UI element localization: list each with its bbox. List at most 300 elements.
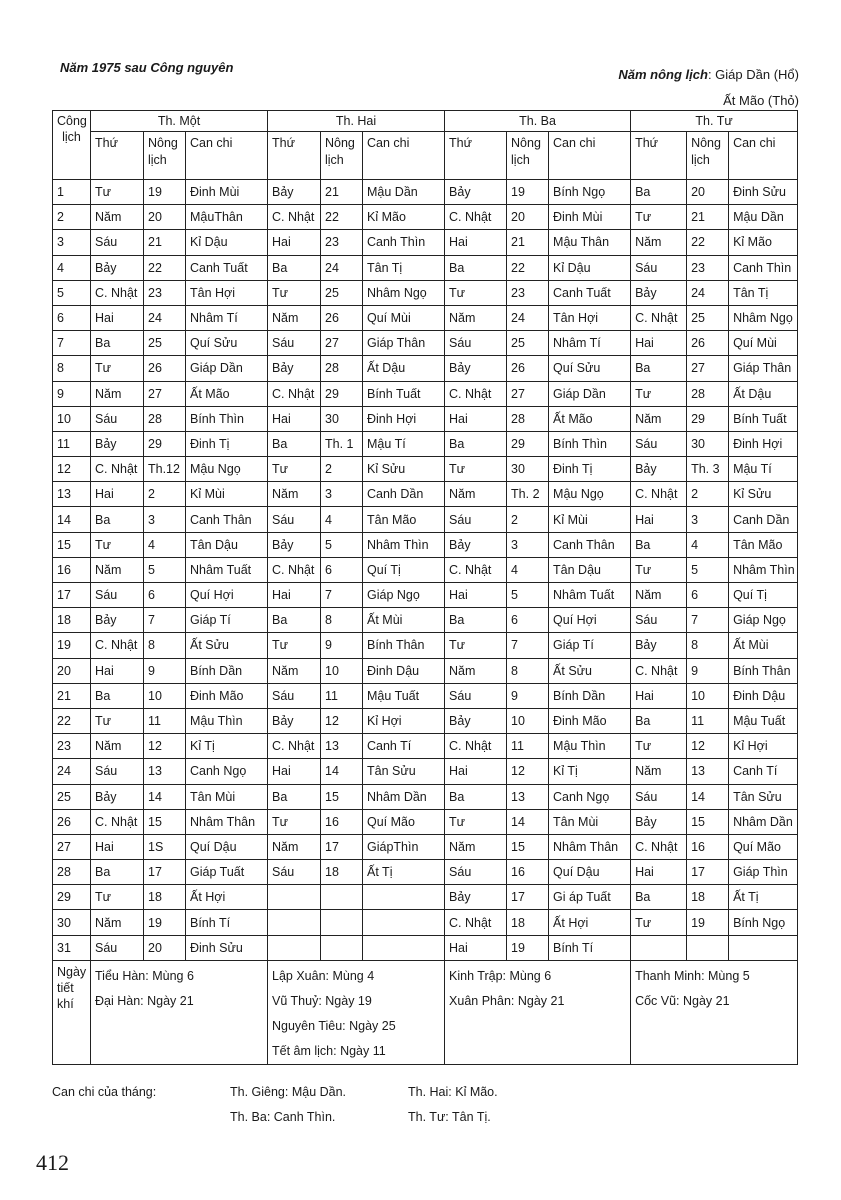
tiet-khi-entry: Tiểu Hàn: Mùng 6 (95, 968, 194, 983)
table-cell: Hai (91, 834, 144, 859)
table-cell: 4 (507, 557, 549, 582)
table-cell: 21 (687, 205, 729, 230)
solar-day-cell: 28 (53, 860, 91, 885)
table-cell: Quí Mùi (363, 305, 445, 330)
table-cell: Mậu Tí (729, 457, 798, 482)
table-cell: 19 (507, 180, 549, 205)
table-cell: Ất Dậu (363, 356, 445, 381)
table-cell: Ất Mão (549, 406, 631, 431)
table-cell: Bính Thân (363, 633, 445, 658)
table-cell (268, 910, 321, 935)
table-cell: Ba (445, 608, 507, 633)
sub-header: Nông lịch (144, 132, 186, 180)
table-cell: Kỉ Dậu (186, 230, 268, 255)
table-cell: Nhâm Ngọ (729, 305, 798, 330)
table-cell: 17 (687, 860, 729, 885)
table-cell: 30 (687, 431, 729, 456)
table-cell: Bảy (445, 532, 507, 557)
solar-day-cell: 25 (53, 784, 91, 809)
table-cell: C. Nhật (445, 910, 507, 935)
table-cell: Bảy (91, 255, 144, 280)
table-cell: Đinh Dậu (729, 683, 798, 708)
table-cell: Th. 3 (687, 457, 729, 482)
table-cell: Năm (91, 910, 144, 935)
table-cell: 9 (507, 683, 549, 708)
table-row (53, 834, 798, 859)
table-cell: Giáp Thân (729, 356, 798, 381)
table-cell: 27 (321, 331, 363, 356)
table-cell: Ba (631, 180, 687, 205)
solar-day-cell: 2 (53, 205, 91, 230)
table-cell: Bính Thìn (549, 431, 631, 456)
table-cell: C. Nhật (91, 457, 144, 482)
table-cell: 22 (321, 205, 363, 230)
table-cell: 13 (687, 759, 729, 784)
table-row (53, 633, 798, 658)
table-cell: Đinh Tị (186, 431, 268, 456)
table-cell: Đinh Mùi (186, 180, 268, 205)
table-cell: Tư (91, 356, 144, 381)
table-cell: Quí Dậu (549, 860, 631, 885)
tiet-khi-entry: Xuân Phân: Ngày 21 (449, 993, 565, 1008)
table-cell: 11 (321, 683, 363, 708)
table-cell: Hai (631, 683, 687, 708)
table-cell: Kỉ Mão (729, 230, 798, 255)
solar-day-cell: 12 (53, 457, 91, 482)
table-cell: Năm (268, 482, 321, 507)
table-cell: Kỉ Dậu (549, 255, 631, 280)
table-cell: Tư (268, 809, 321, 834)
table-cell: Tân Sửu (729, 784, 798, 809)
table-cell: Sáu (91, 759, 144, 784)
table-cell: Hai (445, 230, 507, 255)
table-cell: 26 (321, 305, 363, 330)
table-cell: 24 (321, 255, 363, 280)
table-cell: Giáp Ngọ (729, 608, 798, 633)
table-cell: Năm (91, 381, 144, 406)
table-cell (687, 935, 729, 960)
table-cell: Sáu (445, 331, 507, 356)
tiet-khi-row (53, 960, 798, 1064)
footer-hai: Th. Hai: Kỉ Mão. (408, 1085, 498, 1099)
table-cell: Gi áp Tuất (549, 885, 631, 910)
table-cell: 16 (687, 834, 729, 859)
table-cell: Sáu (268, 860, 321, 885)
table-cell: 20 (144, 935, 186, 960)
sub-header: Nông lịch (687, 132, 729, 180)
table-cell: C. Nhật (268, 557, 321, 582)
table-cell: Bảy (445, 180, 507, 205)
table-cell: Tân Dậu (186, 532, 268, 557)
table-cell: Bính Tuất (363, 381, 445, 406)
table-cell: Năm (445, 305, 507, 330)
table-cell: 13 (321, 734, 363, 759)
table-cell: 22 (687, 230, 729, 255)
table-cell: Tân Hợi (186, 280, 268, 305)
footer-gieng: Th. Giêng: Mậu Dần. (230, 1085, 347, 1099)
table-cell: 29 (144, 431, 186, 456)
table-cell: Nhâm Tí (549, 331, 631, 356)
table-cell: 6 (321, 557, 363, 582)
lunar-year-heading (618, 62, 799, 114)
table-cell: Ất Mão (186, 381, 268, 406)
table-cell: Mậu Ngọ (186, 457, 268, 482)
table-cell: Canh Tuất (549, 280, 631, 305)
table-cell: Hai (268, 583, 321, 608)
table-cell: Ba (268, 784, 321, 809)
table-cell: C. Nhật (445, 734, 507, 759)
table-cell: Năm (445, 482, 507, 507)
calendar-table (52, 110, 798, 1065)
table-cell: Bảy (631, 633, 687, 658)
table-cell: 8 (321, 608, 363, 633)
table-cell: Nhâm Dần (729, 809, 798, 834)
table-cell: Nhâm Tuất (186, 557, 268, 582)
table-cell: Ất Sửu (186, 633, 268, 658)
table-cell: Quí Hợi (549, 608, 631, 633)
table-cell: Hai (91, 482, 144, 507)
table-cell: Kỉ Mùi (549, 507, 631, 532)
table-cell: Bảy (445, 708, 507, 733)
table-cell: Giáp Tí (186, 608, 268, 633)
table-cell: 7 (507, 633, 549, 658)
table-cell: Ba (91, 331, 144, 356)
month-header: Th. Hai (268, 111, 445, 132)
corner-cell: Công lịch (53, 111, 91, 180)
table-row (53, 457, 798, 482)
month-header: Th. Một (91, 111, 268, 132)
table-cell: 16 (321, 809, 363, 834)
table-cell: Đinh Mão (549, 708, 631, 733)
table-cell: 27 (144, 381, 186, 406)
table-cell: 5 (687, 557, 729, 582)
table-cell: Bảy (631, 809, 687, 834)
table-cell: 3 (321, 482, 363, 507)
table-cell: Năm (91, 734, 144, 759)
table-cell: C. Nhật (445, 381, 507, 406)
table-cell: Năm (445, 658, 507, 683)
tiet-khi-cell (268, 960, 445, 1064)
table-cell: Sáu (631, 608, 687, 633)
year-heading: Năm 1975 sau Công nguyên (60, 60, 234, 75)
solar-day-cell: 31 (53, 935, 91, 960)
month-can-chi (52, 1085, 797, 1135)
table-cell: Giáp Thân (363, 331, 445, 356)
sub-header: Thứ (268, 132, 321, 180)
solar-day-cell: 24 (53, 759, 91, 784)
table-cell: Bính Tí (549, 935, 631, 960)
table-row (53, 532, 798, 557)
footer-label: Can chi của tháng: (52, 1085, 157, 1099)
table-cell: Canh Dần (363, 482, 445, 507)
table-cell: Tư (91, 180, 144, 205)
table-cell: Ba (631, 708, 687, 733)
table-cell: 8 (507, 658, 549, 683)
solar-day-cell: 21 (53, 683, 91, 708)
tiet-khi-entry: Vũ Thuỷ: Ngày 19 (272, 993, 372, 1008)
tiet-khi-entry: Tết âm lịch: Ngày 11 (272, 1043, 386, 1058)
table-cell: 29 (321, 381, 363, 406)
tiet-khi-entry: Cốc Vũ: Ngày 21 (635, 993, 730, 1008)
table-cell: Năm (268, 658, 321, 683)
table-cell: 3 (144, 507, 186, 532)
table-cell: 24 (144, 305, 186, 330)
footer-tu: Th. Tư: Tân Tị. (408, 1110, 491, 1124)
table-cell: Kỉ Hợi (363, 708, 445, 733)
solar-day-cell: 16 (53, 557, 91, 582)
table-cell (268, 885, 321, 910)
table-cell: Nhâm Dần (363, 784, 445, 809)
sub-header: Can chi (729, 132, 798, 180)
table-cell: 26 (507, 356, 549, 381)
table-cell: 18 (687, 885, 729, 910)
table-cell: Quí Sửu (549, 356, 631, 381)
table-cell: Tư (268, 280, 321, 305)
table-cell: 12 (144, 734, 186, 759)
table-cell: Quí Mùi (729, 331, 798, 356)
table-cell: Bảy (91, 431, 144, 456)
table-cell: Sáu (268, 683, 321, 708)
table-row (53, 356, 798, 381)
table-row (53, 734, 798, 759)
table-cell: Canh Ngọ (186, 759, 268, 784)
table-cell: Kỉ Sửu (729, 482, 798, 507)
tiet-khi-entry: Lập Xuân: Mùng 4 (272, 968, 375, 983)
table-cell: Giáp Tí (549, 633, 631, 658)
table-cell: Tư (445, 633, 507, 658)
table-cell: Hai (445, 935, 507, 960)
table-cell: 10 (144, 683, 186, 708)
table-cell: Nhâm Tí (186, 305, 268, 330)
table-cell: 23 (507, 280, 549, 305)
table-cell: Tư (631, 381, 687, 406)
page-number: 412 (36, 1150, 69, 1175)
table-cell: C. Nhật (445, 205, 507, 230)
table-cell: Ba (631, 356, 687, 381)
table-cell (321, 910, 363, 935)
solar-day-cell: 10 (53, 406, 91, 431)
table-cell: GiápThìn (363, 834, 445, 859)
table-cell: Giáp Tuất (186, 860, 268, 885)
table-cell: Sáu (91, 935, 144, 960)
table-cell (321, 935, 363, 960)
table-cell: 21 (144, 230, 186, 255)
table-cell: Bảy (631, 457, 687, 482)
table-cell: 19 (687, 910, 729, 935)
table-cell: 30 (321, 406, 363, 431)
tiet-khi-entry: Thanh Minh: Mùng 5 (635, 968, 750, 983)
table-cell: Năm (91, 205, 144, 230)
table-cell: Đinh Hợi (729, 431, 798, 456)
table-cell: Bính Ngọ (729, 910, 798, 935)
table-cell: 11 (144, 708, 186, 733)
table-cell: 18 (144, 885, 186, 910)
table-cell: Đinh Tị (549, 457, 631, 482)
table-cell: Mậu Dần (729, 205, 798, 230)
table-cell: 13 (507, 784, 549, 809)
table-cell: 10 (507, 708, 549, 733)
table-cell: Mậu Thìn (186, 708, 268, 733)
table-cell: 11 (507, 734, 549, 759)
tiet-khi-cell (91, 960, 268, 1064)
table-cell: 14 (144, 784, 186, 809)
month-header: Th. Tư (631, 111, 798, 132)
table-row (53, 910, 798, 935)
table-cell: Nhâm Tuất (549, 583, 631, 608)
table-row (53, 935, 798, 960)
table-cell: Ba (445, 255, 507, 280)
table-cell (631, 935, 687, 960)
table-cell: Canh Thìn (729, 255, 798, 280)
table-cell: 17 (144, 860, 186, 885)
table-cell: 13 (144, 759, 186, 784)
table-cell: Hai (268, 759, 321, 784)
table-cell: 5 (507, 583, 549, 608)
table-cell: Sáu (445, 860, 507, 885)
solar-day-cell: 11 (53, 431, 91, 456)
table-cell: Sáu (445, 507, 507, 532)
table-cell: 1S (144, 834, 186, 859)
table-row (53, 205, 798, 230)
table-cell: 7 (144, 608, 186, 633)
table-cell: 26 (144, 356, 186, 381)
table-cell: Giáp Thìn (729, 860, 798, 885)
table-cell: Năm (631, 759, 687, 784)
table-cell: Bảy (91, 608, 144, 633)
sub-header: Can chi (549, 132, 631, 180)
table-cell: Ba (91, 507, 144, 532)
table-cell: Th. 1 (321, 431, 363, 456)
table-row (53, 683, 798, 708)
table-cell: Ất Mùi (363, 608, 445, 633)
solar-day-cell: 26 (53, 809, 91, 834)
solar-day-cell: 20 (53, 658, 91, 683)
table-cell: 25 (507, 331, 549, 356)
table-cell: Đinh Dậu (363, 658, 445, 683)
table-cell: 6 (687, 583, 729, 608)
table-cell: 28 (144, 406, 186, 431)
table-cell: 4 (144, 532, 186, 557)
solar-day-cell: 9 (53, 381, 91, 406)
table-row (53, 305, 798, 330)
table-cell: MậuThân (186, 205, 268, 230)
solar-day-cell: 29 (53, 885, 91, 910)
table-cell: 19 (144, 180, 186, 205)
table-cell: Kỉ Hợi (729, 734, 798, 759)
sub-header: Nông lịch (507, 132, 549, 180)
table-cell: 3 (507, 532, 549, 557)
table-row (53, 557, 798, 582)
table-cell: 28 (687, 381, 729, 406)
sub-header: Thứ (91, 132, 144, 180)
table-cell: 12 (687, 734, 729, 759)
table-cell: Nhâm Thân (186, 809, 268, 834)
table-cell: Kỉ Sửu (363, 457, 445, 482)
table-cell: 4 (687, 532, 729, 557)
table-cell: 12 (321, 708, 363, 733)
table-cell: Nhâm Thìn (729, 557, 798, 582)
table-cell: Sáu (631, 431, 687, 456)
table-row (53, 608, 798, 633)
table-cell: 8 (687, 633, 729, 658)
table-cell: Bảy (445, 356, 507, 381)
sub-header: Can chi (186, 132, 268, 180)
solar-day-cell: 23 (53, 734, 91, 759)
table-cell: 2 (687, 482, 729, 507)
table-cell: Hai (91, 305, 144, 330)
table-cell: 24 (687, 280, 729, 305)
table-cell: 7 (321, 583, 363, 608)
table-cell: Sáu (91, 230, 144, 255)
table-cell: Ất Tị (729, 885, 798, 910)
table-cell: Đinh Sửu (186, 935, 268, 960)
table-cell: Tân Mùi (549, 809, 631, 834)
table-cell: Tư (445, 280, 507, 305)
table-cell: Quí Hợi (186, 583, 268, 608)
tiet-khi-entry: Đại Hàn: Ngày 21 (95, 993, 194, 1008)
table-cell: Bảy (268, 356, 321, 381)
table-cell: Bảy (91, 784, 144, 809)
table-row (53, 885, 798, 910)
table-cell: Canh Tuất (186, 255, 268, 280)
table-cell: Năm (631, 406, 687, 431)
table-cell (729, 935, 798, 960)
solar-day-cell: 3 (53, 230, 91, 255)
tiet-khi-label: Ngày tiết khí (53, 960, 91, 1064)
solar-day-cell: 19 (53, 633, 91, 658)
table-cell: Năm (631, 230, 687, 255)
table-cell: 7 (687, 608, 729, 633)
table-cell: 21 (507, 230, 549, 255)
table-cell: Sáu (445, 683, 507, 708)
table-cell: 18 (507, 910, 549, 935)
table-row (53, 658, 798, 683)
table-cell: Mậu Thân (549, 230, 631, 255)
table-cell: Bảy (631, 280, 687, 305)
table-cell: 22 (144, 255, 186, 280)
table-cell: Kỉ Tị (549, 759, 631, 784)
table-cell: Tư (91, 885, 144, 910)
table-cell: C. Nhật (268, 381, 321, 406)
table-cell: 27 (507, 381, 549, 406)
table-cell: 5 (144, 557, 186, 582)
table-cell: 5 (321, 532, 363, 557)
table-cell: 10 (321, 658, 363, 683)
table-cell: Tư (631, 205, 687, 230)
table-row (53, 180, 798, 205)
table-cell: Kỉ Mùi (186, 482, 268, 507)
table-row (53, 331, 798, 356)
table-cell: Bảy (268, 708, 321, 733)
month-header: Th. Ba (445, 111, 631, 132)
table-cell: Sáu (268, 507, 321, 532)
table-cell: Tân Sửu (363, 759, 445, 784)
table-cell: Sáu (631, 255, 687, 280)
table-cell: Canh Thân (549, 532, 631, 557)
table-cell: Năm (445, 834, 507, 859)
table-cell: 23 (144, 280, 186, 305)
table-cell: Bảy (445, 885, 507, 910)
table-cell: Canh Tí (729, 759, 798, 784)
table-cell: 14 (687, 784, 729, 809)
table-cell: 27 (687, 356, 729, 381)
table-cell: Năm (268, 834, 321, 859)
table-cell: Bính Thìn (186, 406, 268, 431)
table-cell: Mậu Tí (363, 431, 445, 456)
table-cell: C. Nhật (631, 305, 687, 330)
table-cell: Bính Ngọ (549, 180, 631, 205)
table-cell: Tư (268, 633, 321, 658)
